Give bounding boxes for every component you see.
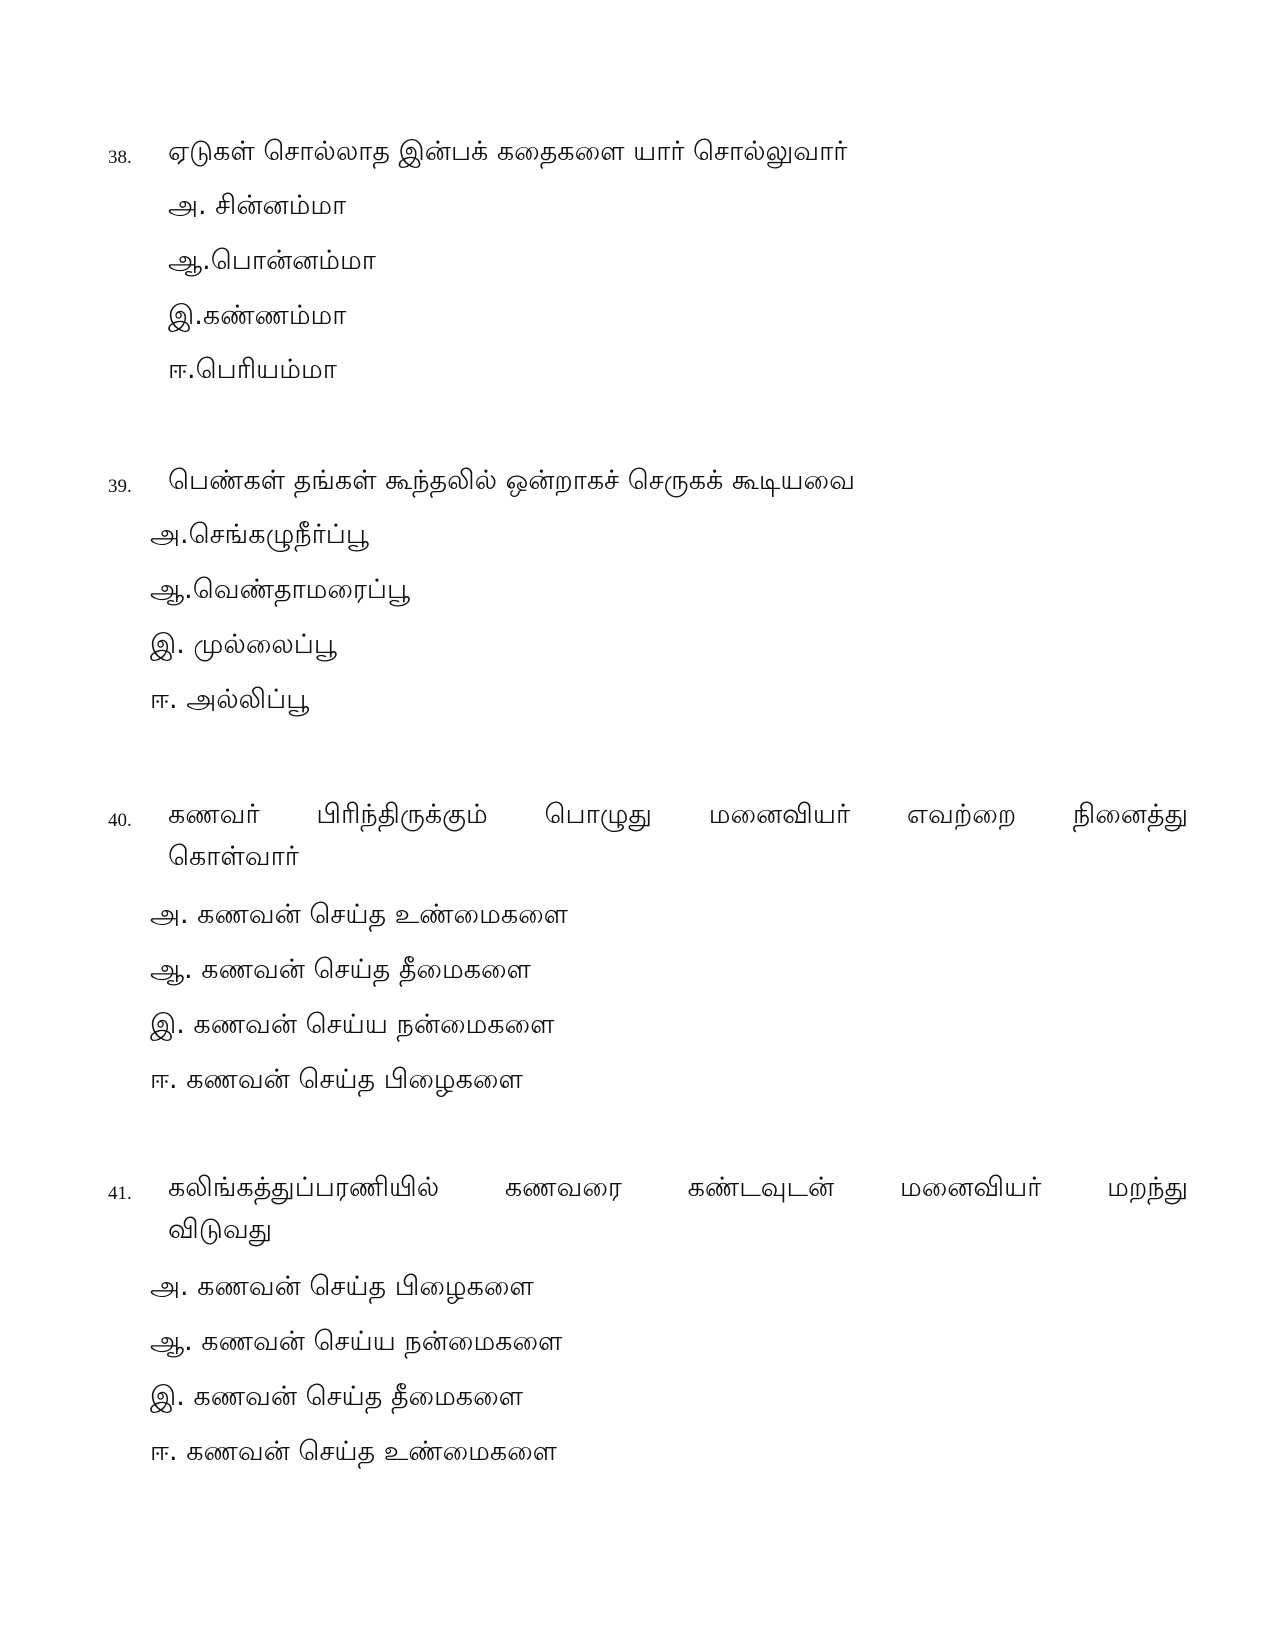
option-c: இ.கண்ணம்மா <box>168 300 347 331</box>
option-b: ஆ.வெண்தாமரைப்பூ <box>150 574 410 605</box>
option-b: ஆ. கணவன் செய்த தீமைகளை <box>150 954 531 985</box>
option-d: ஈ. கணவன் செய்த உண்மைகளை <box>150 1436 558 1467</box>
question-text: பெண்கள் தங்கள் கூந்தலில் ஒன்றாகச் செருகக் கூடியவை <box>168 465 855 496</box>
option-c: இ. முல்லைப்பூ <box>150 629 337 660</box>
option-c: இ. கணவன் செய்த தீமைகளை <box>150 1381 523 1412</box>
option-a: அ. சின்னம்மா <box>168 190 347 221</box>
question-number: 40. <box>108 810 132 831</box>
question-text: ஏடுகள் சொல்லாத இன்பக் கதைகளை யார் சொல்லுவார் <box>168 136 848 167</box>
option-b: ஆ.பொன்னம்மா <box>168 245 376 276</box>
option-d: ஈ. கணவன் செய்த பிழைகளை <box>150 1064 523 1095</box>
question-text-line-1: கலிங்கத்துப்பரணியில் கணவரை கண்டவுடன் மனைவியர் மறந்து <box>168 1172 1188 1203</box>
option-a: அ. கணவன் செய்த பிழைகளை <box>150 1271 534 1302</box>
option-c: இ. கணவன் செய்ய நன்மைகளை <box>150 1009 555 1040</box>
option-b: ஆ. கணவன் செய்ய நன்மைகளை <box>150 1326 563 1357</box>
question-number: 38. <box>108 147 132 168</box>
option-a: அ. கணவன் செய்த உண்மைகளை <box>150 899 568 930</box>
question-number: 41. <box>108 1183 132 1204</box>
question-text-line-2: விடுவது <box>168 1214 273 1245</box>
option-d: ஈ. அல்லிப்பூ <box>150 684 310 715</box>
option-d: ஈ.பெரியம்மா <box>168 354 337 385</box>
option-a: அ.செங்கழுநீர்ப்பூ <box>150 519 369 550</box>
question-text-line-2: கொள்வார் <box>168 841 299 872</box>
question-number: 39. <box>108 476 132 497</box>
question-text-line-1: கணவர் பிரிந்திருக்கும் பொழுது மனைவியர் எவற்றை நினைத்து <box>168 799 1188 830</box>
